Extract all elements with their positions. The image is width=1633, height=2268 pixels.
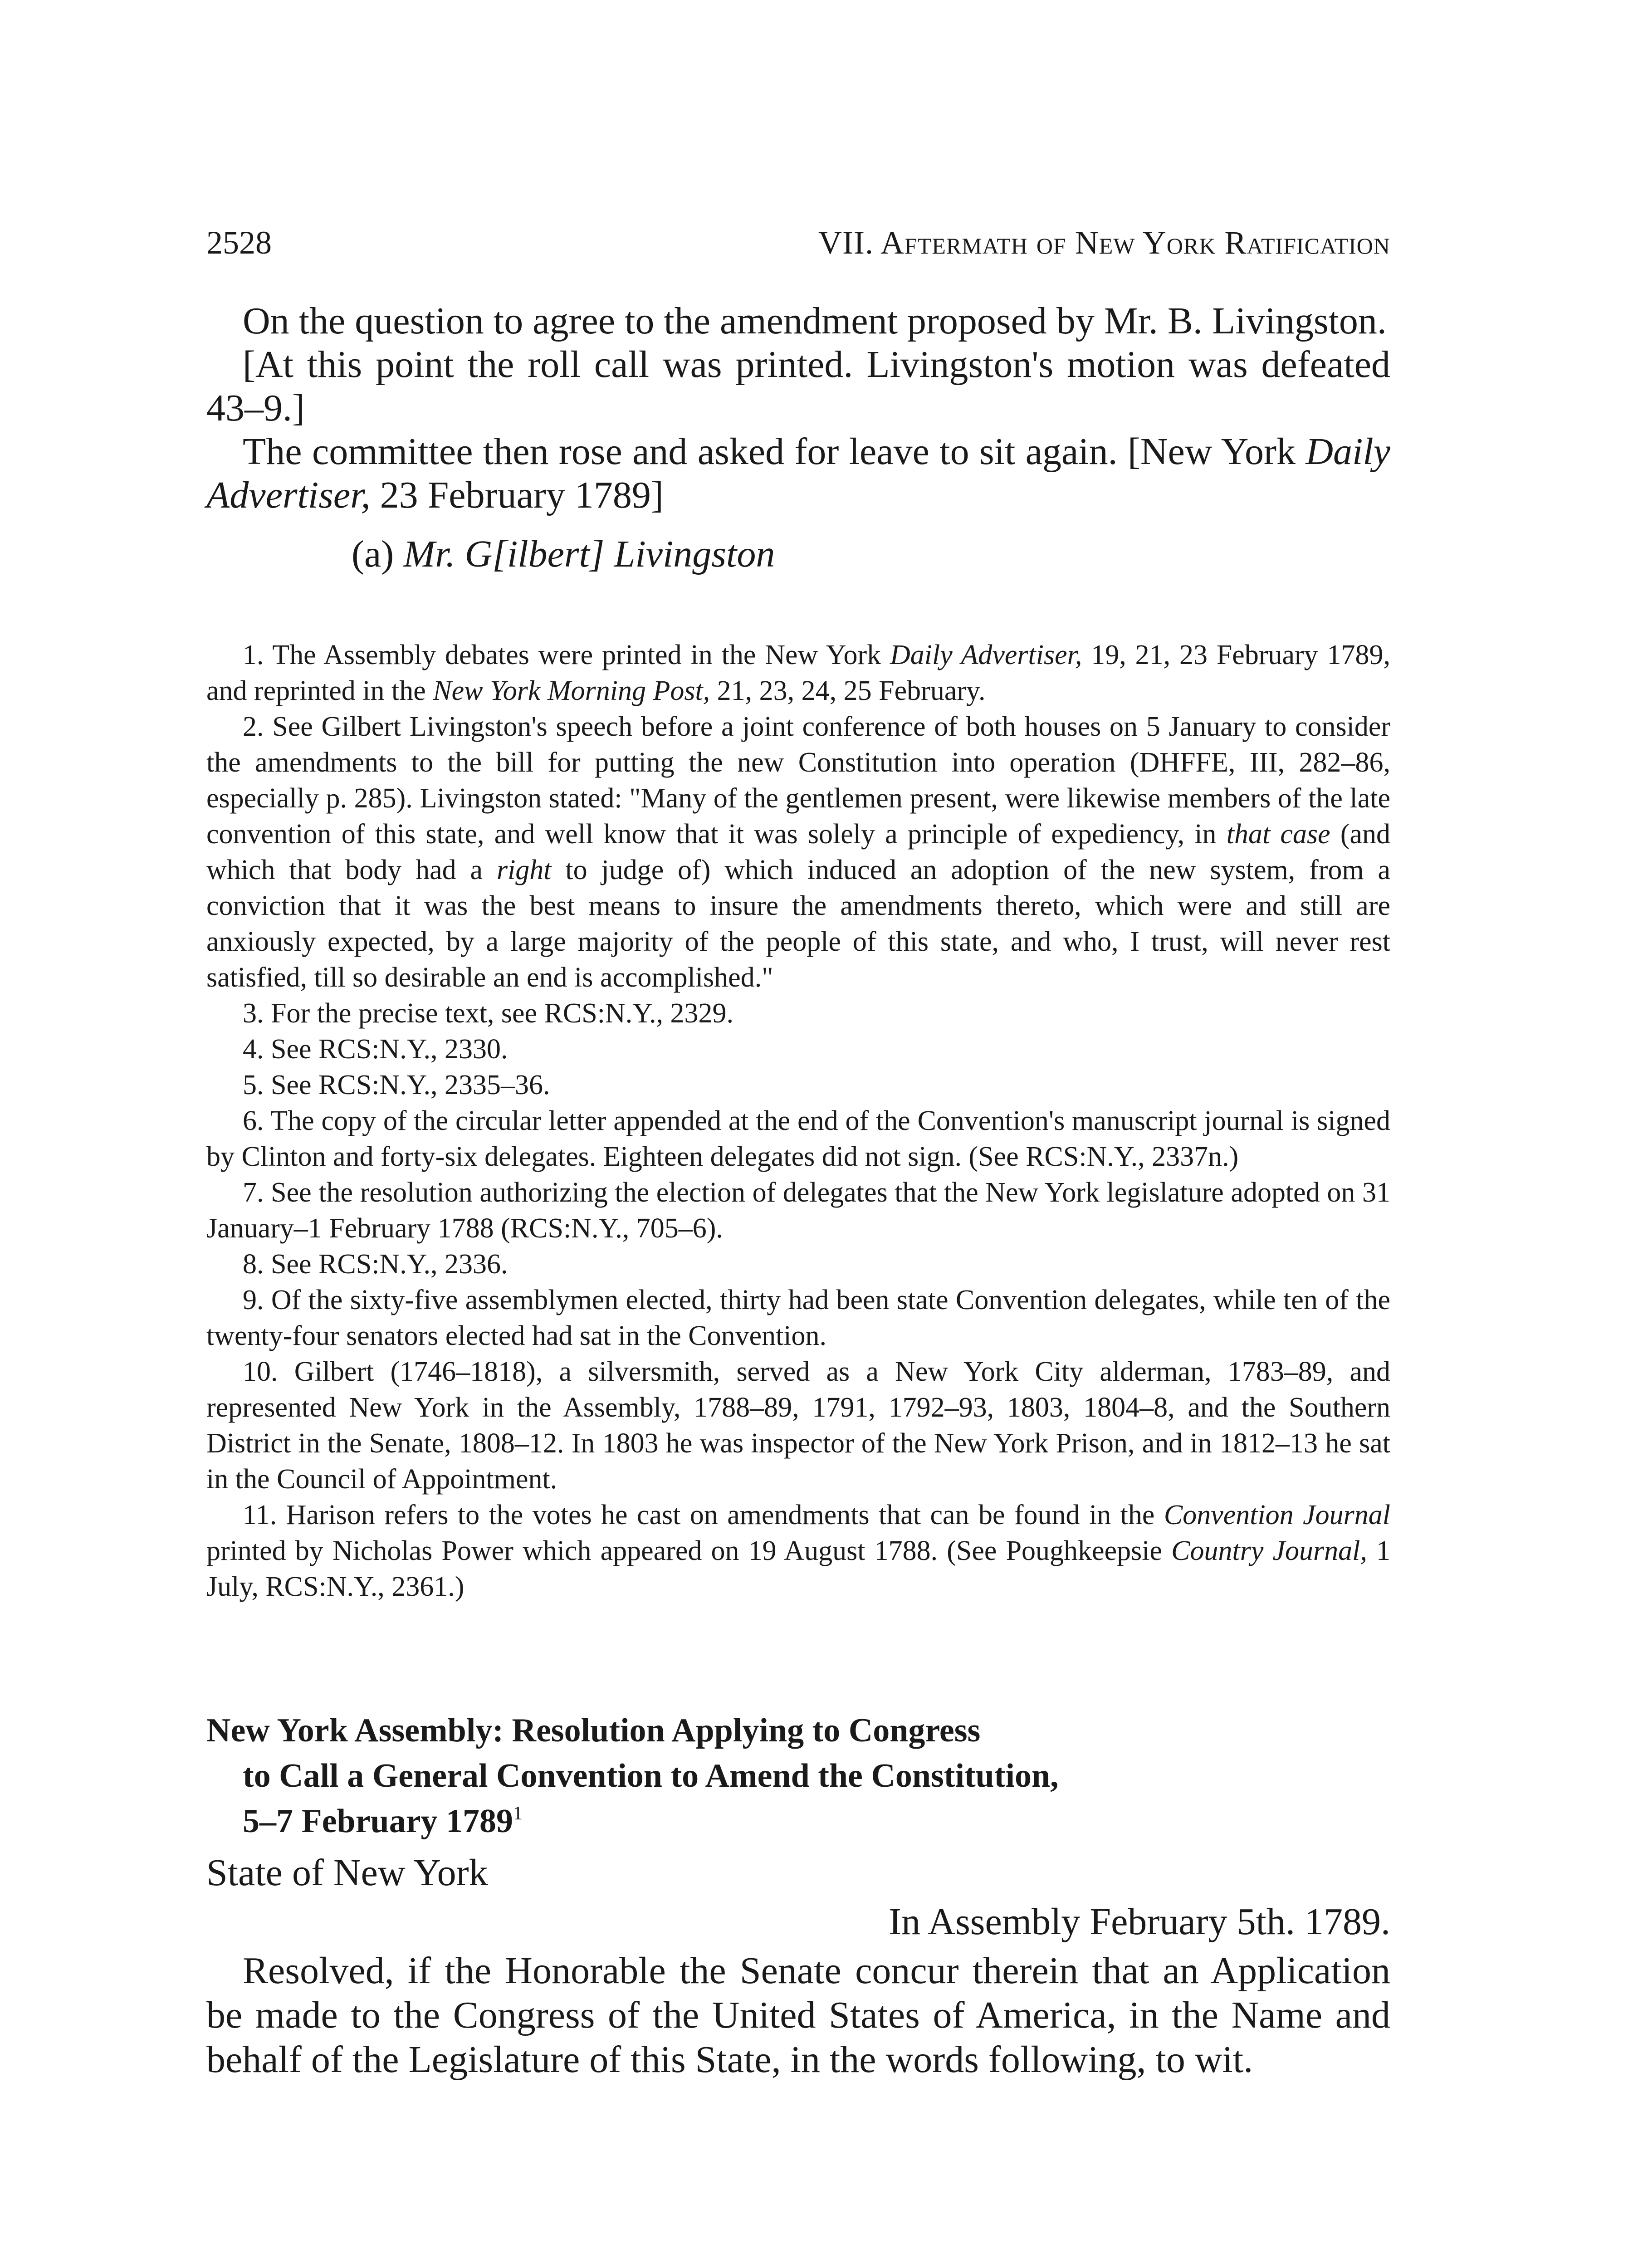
note-11-text-a: 11. Harison refers to the votes he cast on amendments that can be found in the	[243, 1500, 1164, 1530]
note-11-italic-b: Country Journal,	[1171, 1535, 1367, 1566]
note-7: 7. See the resolution authorizing the election of delegates that the New York legislature adopted on 31 January–1 February 1788 (RCS:N.Y., 705–6).	[206, 1177, 1390, 1244]
note-8: 8. See RCS:N.Y., 2336.	[243, 1249, 508, 1280]
document-title-date: 5–7 February 1789	[243, 1803, 513, 1840]
note-1-italic-b: New York Morning Post,	[433, 675, 710, 706]
note-11-text-b: printed by Nicholas Power which appeared on 19 August 1788. (See Poughkeepsie	[206, 1535, 1172, 1566]
subsection-marker: (a)	[352, 533, 404, 575]
note-1-text-b: 19, 21, 23 February 1789, and reprinted in the	[206, 640, 1391, 706]
subsection-speaker: Mr. G[ilbert] Livingston	[403, 533, 775, 575]
document-body	[206, 1851, 1390, 2082]
note-2	[206, 709, 1390, 996]
note-11	[206, 1497, 1390, 1605]
page-number: 2528	[206, 225, 272, 261]
note-9: 9. Of the sixty-five assemblymen elected, thirty had been state Convention delegates, while ten of the twenty-four senators elected had sat in the Convention.	[206, 1285, 1390, 1351]
note-5: 5. See RCS:N.Y., 2335–36.	[243, 1070, 550, 1100]
endnotes	[206, 637, 1390, 1605]
main-text	[206, 299, 1390, 576]
committee-text: The committee then rose and asked for leave to sit again. [New York	[243, 430, 1306, 473]
newspaper-title: Daily Advertiser,	[206, 430, 1390, 516]
note-3: 3. For the precise text, see RCS:N.Y., 2329.	[243, 998, 734, 1029]
note-1-text-c: 21, 23, 24, 25 February.	[710, 675, 986, 706]
note-2-italic-a: that case	[1226, 819, 1330, 850]
state-heading: State of New York	[206, 1852, 488, 1894]
note-2-text-b: (and which that body had a	[206, 819, 1390, 885]
note-1-text-a: 1. The Assembly debates were printed in the New York	[243, 640, 890, 670]
note-2-text-a: 2. See Gilbert Livingston's speech before a joint conference of both houses on 5 January to consider the amendments to the bill for putting the new Constitution into operation (DHFFE, III, 282–86, especially p. 285). Livingston stated: "Many of the gentlemen present, were likewise members of the late convention of this state, and well know that it was solely a principle of expediency, in	[206, 711, 1390, 850]
note-2-text-c: to judge of) which induced an adoption of the new system, from a conviction that it was the best means to insure the amendments thereto, which were and still are anxiously expected, by a large majority of the people of this state, and who, I trust, will never rest satisfied, till so desirable an end is accomplished."	[206, 855, 1391, 993]
subsection-heading	[206, 533, 1390, 576]
paragraph-question: On the question to agree to the amendment proposed by Mr. B. Livingston.	[243, 300, 1387, 342]
paragraph-committee	[206, 430, 1390, 517]
note-11-text-c: 1 July, RCS:N.Y., 2361.)	[206, 1535, 1390, 1602]
note-2-italic-b: right	[496, 855, 552, 885]
note-6: 6. The copy of the circular letter appended at the end of the Convention's manuscript journal is signed by Clinton and forty-six delegates. Eighteen delegates did not sign. (See RCS:N.Y., 2337n.)	[206, 1105, 1390, 1172]
resolution-paragraph: Resolved, if the Honorable the Senate concur therein that an Application be made to the Congress of the United States of America, in the Name and behalf of the Legislature of this State, in the words following, to wit.	[206, 1950, 1390, 2081]
running-head	[206, 218, 1390, 268]
note-1	[206, 637, 1390, 709]
section-title: VII. Aftermath of New York Ratification	[818, 225, 1390, 261]
note-4: 4. See RCS:N.Y., 2330.	[243, 1034, 508, 1065]
note-1-italic-a: Daily Advertiser,	[890, 640, 1082, 670]
document-title-line-3	[206, 1799, 1390, 1844]
footnote-marker: 1	[513, 1803, 523, 1824]
note-10: 10. Gilbert (1746–1818), a silversmith, served as a New York City alderman, 1783–89, and represented New York in the Assembly, 1788–89, 1791, 1792–93, 1803, 1804–8, and the Southern District in the Senate, 1808–12. In 1803 he was inspector of the New York Prison, and in 1812–13 he sat in the Council of Appointment.	[206, 1356, 1390, 1495]
dateline: In Assembly February 5th. 1789.	[889, 1901, 1390, 1943]
committee-citation: 23 February 1789]	[370, 474, 664, 516]
note-11-italic-a: Convention Journal	[1164, 1500, 1390, 1530]
document-title	[206, 1708, 1390, 1844]
paragraph-roll-call: [At this point the roll call was printed. Livingston's motion was defeated 43–9.]	[206, 343, 1390, 429]
document-title-line-1: New York Assembly: Resolution Applying to Congress	[206, 1712, 981, 1749]
document-title-line-2: to Call a General Convention to Amend the Constitution,	[243, 1757, 1059, 1794]
